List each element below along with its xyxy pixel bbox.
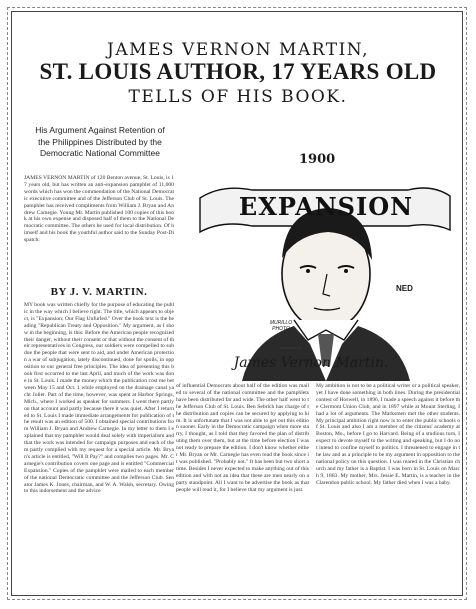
portrait-drawing <box>182 134 459 381</box>
photo-credit: MURILLO PHOTO <box>269 320 293 332</box>
body-column-left: MY book was written chiefly for the purpose of educating the public in the way which I believe right. The title, which appears to object, is "Expansion; Our Flag Unfurled." Over the book text is the heading "Republican Treaty and Opposition." My argument, as I show in the beginning, is this: Before the American people recognized their danger, without their consent or that without the consent of their representatives in Congress, our soldiers were compelled to subdue the people that were sent to aid, and under American protection a war of subjugation, lately discontinued, done for spoils, in opposition to our general free principles. The idea of presenting this book first occurred to me last April, and much of the work was done in St. Louis. I made the money which the publication cost me between May 15 and Oct. 1 while employed on the drainage canal yacht Joliet. Part of the time, however, was spent at Harbor Springs, Mich., where I worked as speaker for summers. I went there partly on that account and partly because there it was quiet. After I returned to St. Louis I made immediate arrangements for publication of the result was an edition of 500. I obtained special contributions from William J. Bryan and Andrew Carnegie. In my letter to them I explained that my pamphlet would deal solely with imperialism and that the work was intended for campaign purposes and each of them partly complied with my request for a special article. Mr. Bryan's article is entitled, "Will It Pay?" and complies two pages. Mr. Carnegie's contribution covers one page and is entitled "Commercial Expansion." Copies of the pamphlet were mailed to each member of the national Democratic committee and the Jefferson Club. Senator James K. Jones, chairman, and W. A. Walsh, secretary. Owing to this indorsement and the advice <box>24 302 174 495</box>
headline-line-1: JAMES VERNON MARTIN, <box>107 40 369 60</box>
intro-paragraph: JAMES VERNON MARTIN of 120 Benton avenue, St. Louis, is 17 years old, but has written an anti-expansion pamphlet of 11,000 words which has won the commendation of the National Democratic executive committee and of the Jefferson Club of St. Louis. The pamphlet has received compliments from William J. Bryan and Andrew Carnegie. Young Mr. Martin published 100 copies of this book at his own expense and disposed half of them to the National Democratic committee. The others he used for local distribution. Of himself and his book the youthful author said to the Sunday Post-Dispatch: <box>24 175 174 244</box>
body-column-middle: of influential Democrats about half of the edition was mailed to several of the national committee and the pamphlets have been distributed far and wide. The other half went to the Jefferson Club of St. Louis. Ben Sebrich has charge of the distribution and copies can be secured by applying to him. It is unfortunate that I was not able to get out this edition sooner. Early in the Democratic campaign when more starry, I thought, as I told that they favored the plan of distributing them over them, but at the time before election I was not ready to prepare the edition. I don't know whether either Mr. Bryan or Mr. Carnegie has even read the book since it was published. "Probably not." It has been but two short a time. Besides I never expected to make anything out of this edition and with not an idea that these are men nearly on a party standpoint. All I want to be advertise the book as that people will read it, for I believe that my argument is just. <box>176 383 309 493</box>
portrait-illustration <box>182 134 459 381</box>
body-column-right: My ambition is not to be a political writer or a political speaker, yet I have done something in both lines. During the presidential contest of Hoswell, in 1896, I made a speech against it before the Clermont Union Club, and in 1897 while at Mount Sterling, I had a lot of arguments. The Marksmen met the other students. My principal ambition right now is to enter the public schools of St. Louis and also I am a member of the citizens' academy at Boston, Mo., before I go to Harvard. Being of a studious turn, I expect to devote myself to the writing and speaking, but I do not intend to confine myself to politics. I threatened to engage in the law and as a principle to be my argument in opposition to the national policy on this question. I was reared in the Christian church and my father is a Baptist. I was born in St. Louis on March 9, 1883. My mother, Mrs. Jessie E. Martin, is a teacher in the Clarendon public school. My father died when I was a baby. <box>316 383 460 486</box>
byline: BY J. V. MARTIN. <box>50 286 148 298</box>
headline-line-2: ST. LOUIS AUTHOR, 17 YEARS OLD <box>39 59 437 84</box>
illustration-year: 1900 <box>299 152 336 167</box>
illustration-banner-title: EXPANSION <box>238 192 414 221</box>
headline-line-3: TELLS OF HIS BOOK. <box>128 87 348 107</box>
portrait-signature-caption: James Vernon Martin. <box>233 355 389 371</box>
illustration-partial-word: NED <box>396 284 413 293</box>
subheadline-deck: His Argument Against Retention of the Philippines Distributed by the Democratic National Committee <box>35 125 165 158</box>
